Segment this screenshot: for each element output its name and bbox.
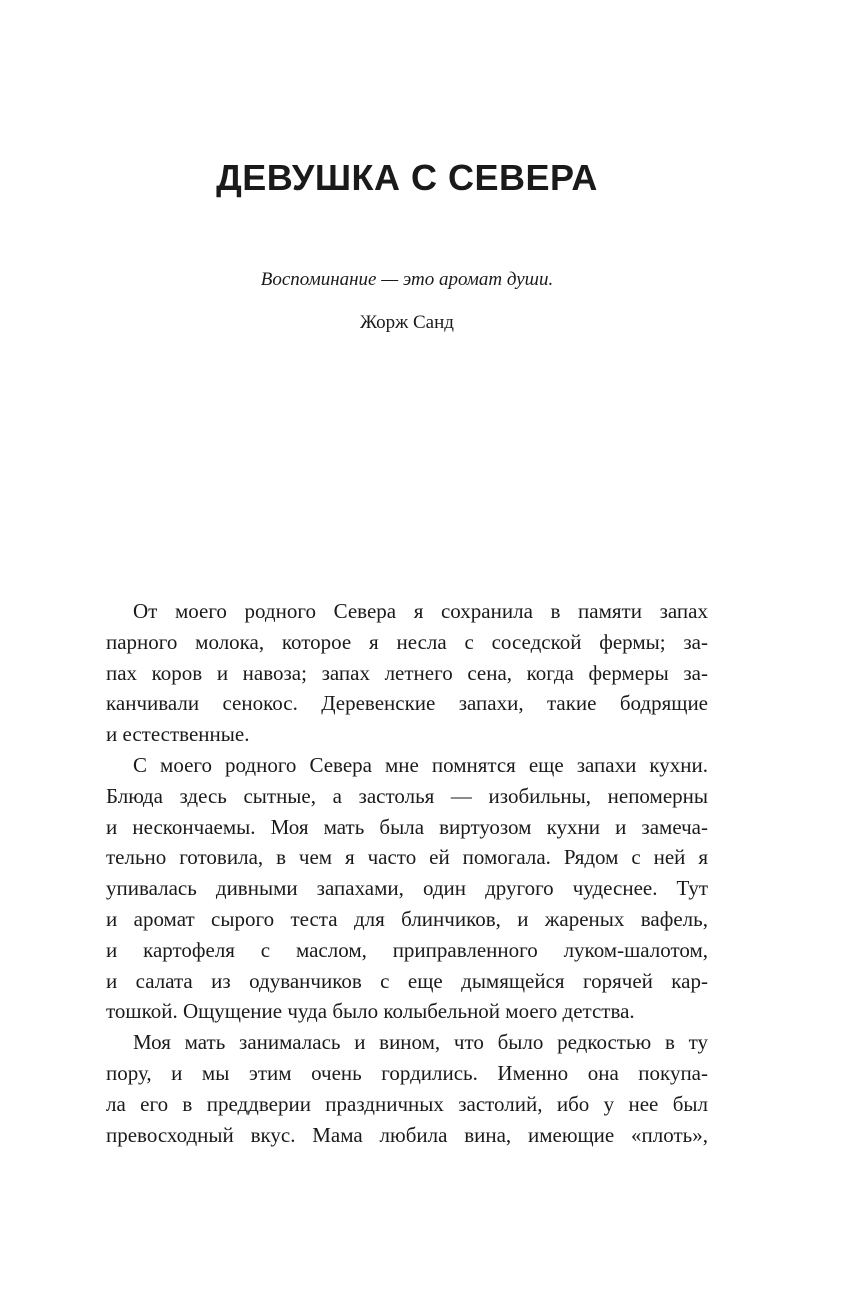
text-line: От моего родного Севера я сохранила в памяти запах	[133, 599, 708, 623]
chapter-title: ДЕВУШКА С СЕВЕРА	[216, 157, 598, 198]
text-line: упивалась дивными запахами, один другого чудеснее. Тут	[106, 876, 708, 901]
body-text	[106, 596, 708, 1150]
epigraph-author: Жорж Санд	[360, 312, 454, 333]
text-line: и нескончаемы. Моя мать была виртуозом кухни и замеча-	[106, 814, 708, 839]
text-line: пору, и мы этим очень гордились. Именно она покупа-	[106, 1060, 708, 1085]
text-line: и аромат сырого теста для блинчиков, и жареных вафель,	[106, 906, 708, 931]
text-line: тошкой. Ощущение чуда было колыбельной моего детства.	[106, 999, 635, 1024]
text-line: С моего родного Севера мне помнятся еще запахи кухни.	[133, 752, 708, 777]
text-line: превосходный вкус. Мама любила вина, имеющие «плоть»,	[106, 1122, 708, 1147]
epigraph-quote: Воспоминание — это аромат души.	[260, 269, 554, 290]
text-line: и естественные.	[106, 722, 250, 747]
text-line: тельно готовила, в чем я часто ей помогала. Рядом с ней я	[106, 845, 708, 870]
text-line: парного молока, которое я несла с соседской фермы; за-	[106, 629, 708, 654]
paragraph-2	[106, 750, 708, 1027]
text-line: пах коров и навоза; запах летнего сена, когда фермеры за-	[106, 660, 708, 685]
text-line: канчивали сенокос. Деревенские запахи, такие бодрящие	[106, 691, 708, 716]
paragraph-1	[106, 596, 708, 750]
text-line: и салата из одуванчиков с еще дымящейся горячей кар-	[106, 968, 708, 993]
text-line: ла его в преддверии праздничных застолий, ибо у нее был	[106, 1091, 708, 1116]
text-line: Блюда здесь сытные, а застолья — изобильны, непомерны	[106, 783, 708, 808]
paragraph-3	[106, 1027, 708, 1150]
text-line: Моя мать занималась и вином, что было редкостью в ту	[133, 1030, 708, 1055]
text-line: и картофеля с маслом, приправленного луком-шалотом,	[106, 937, 708, 962]
